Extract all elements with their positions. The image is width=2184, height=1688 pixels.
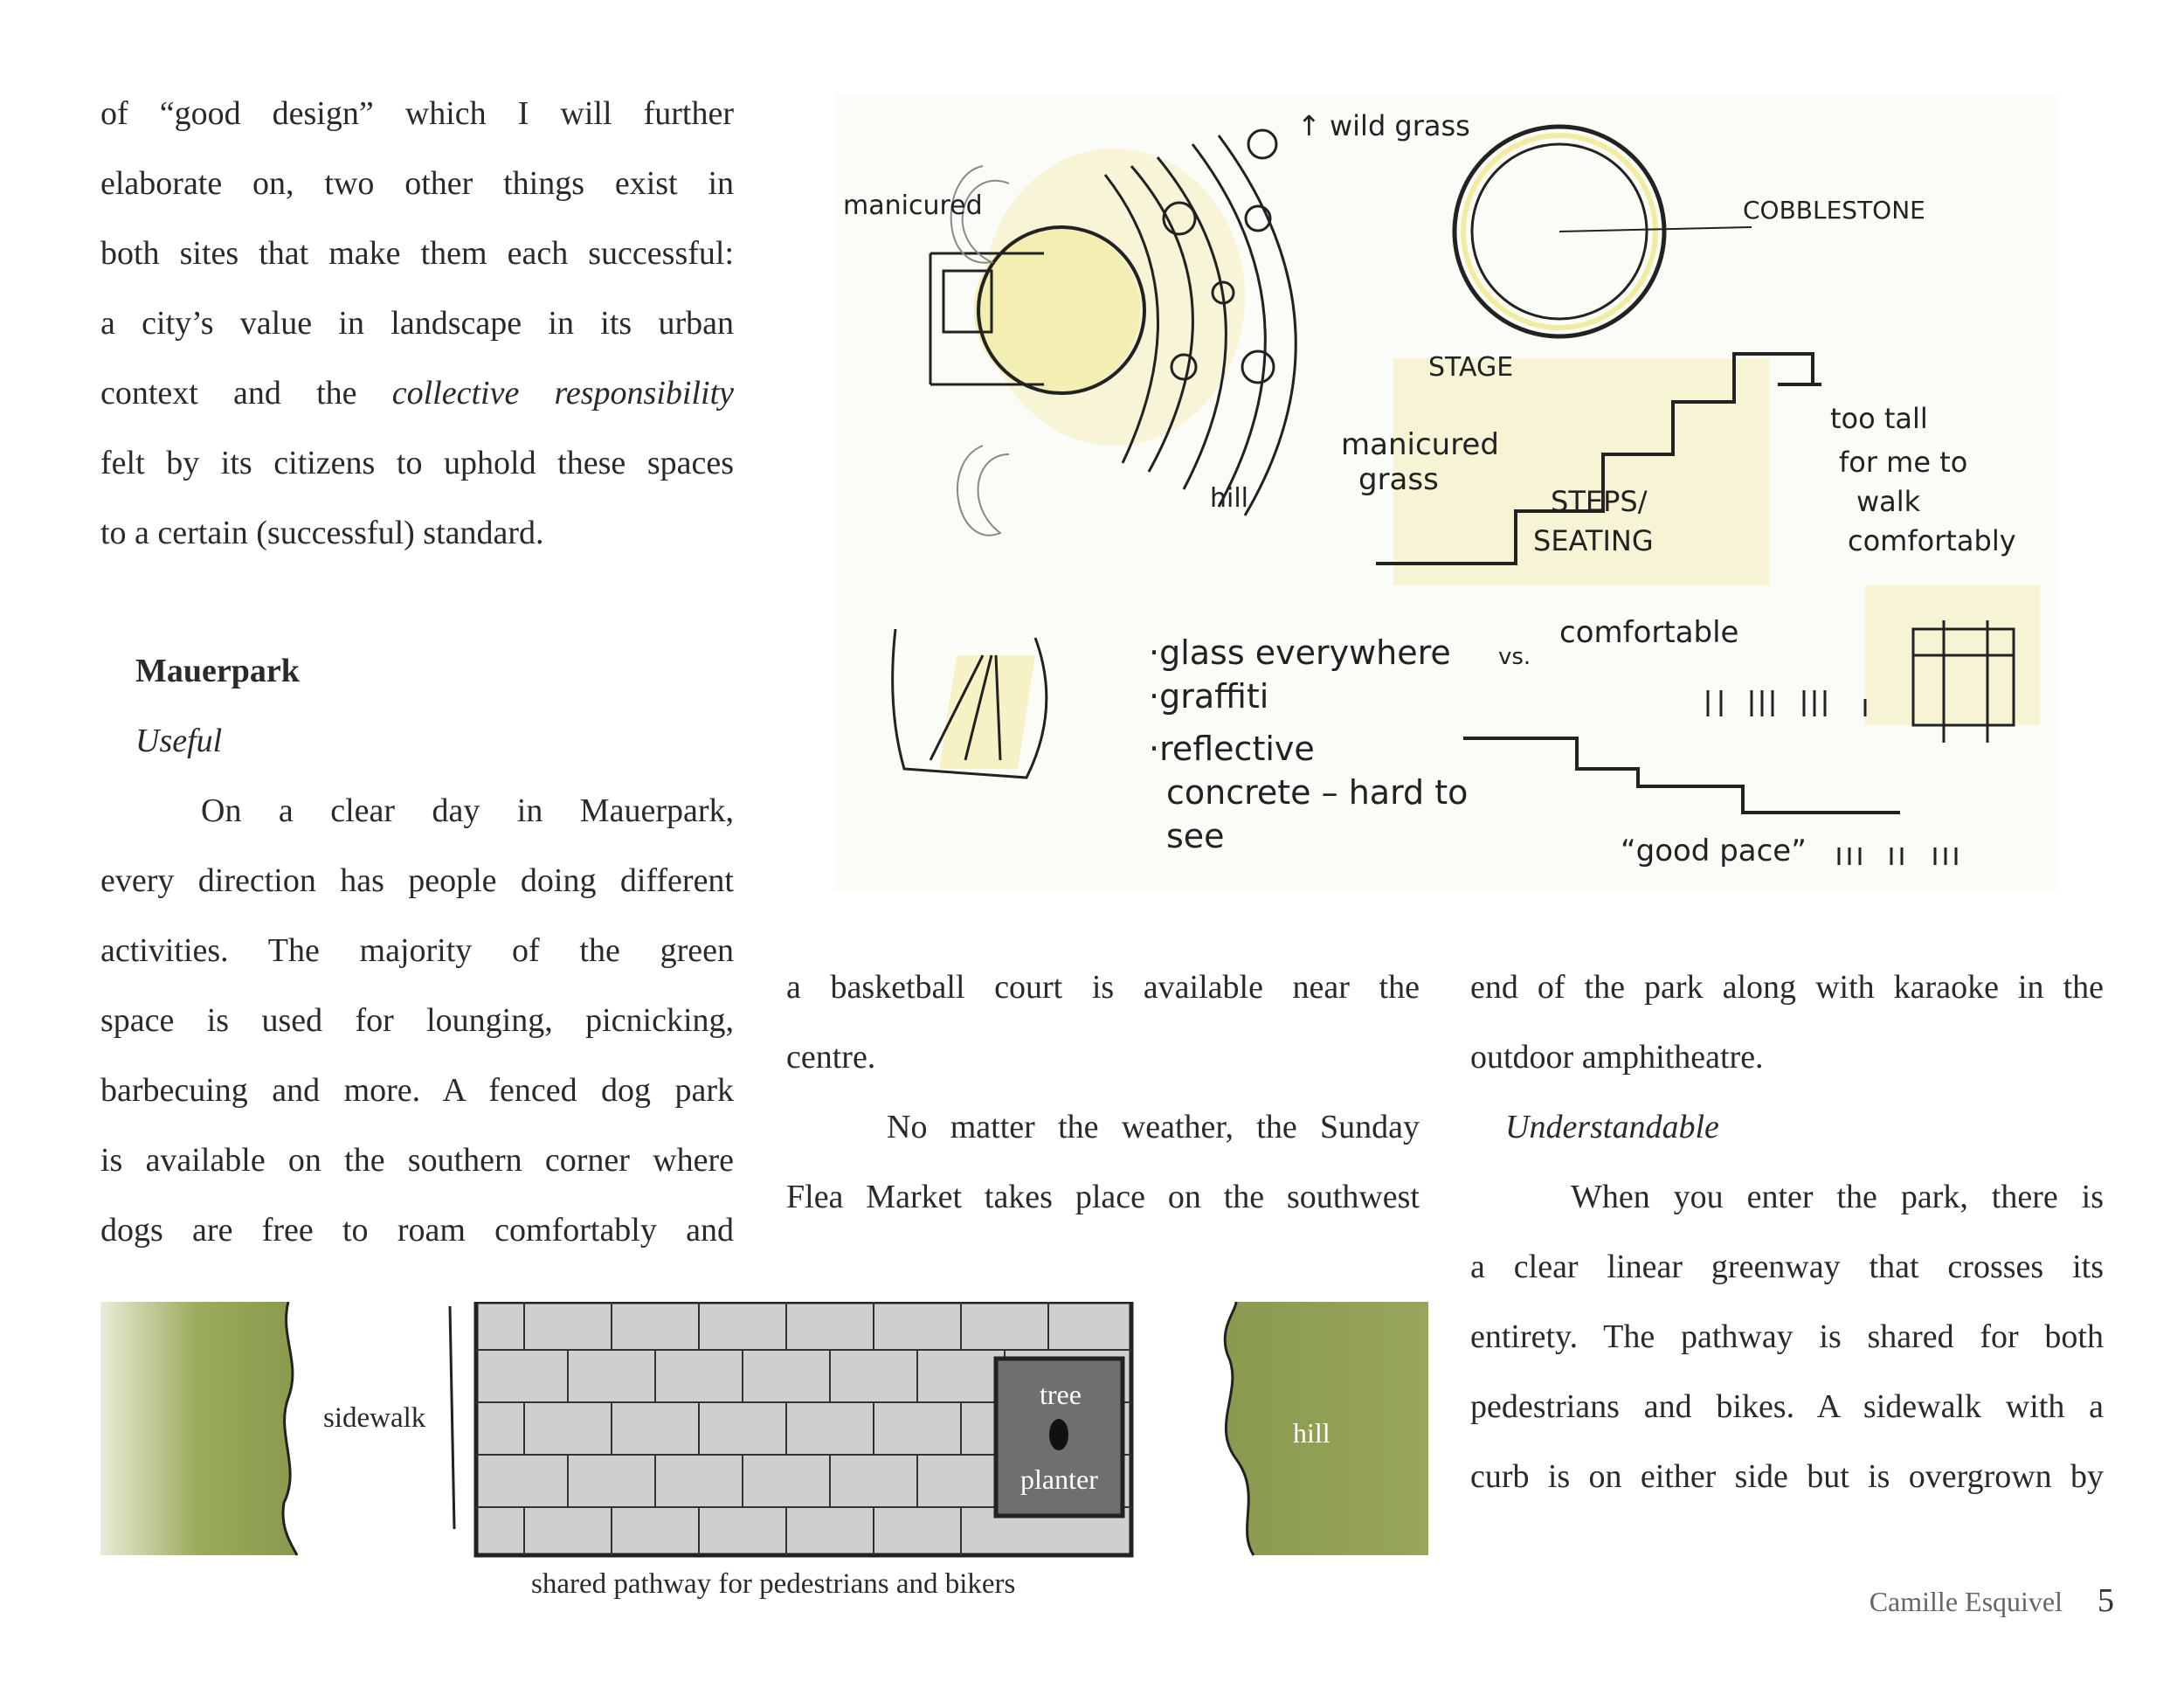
planter-label: planter <box>1020 1463 1098 1495</box>
sketch-label: SEATING <box>1533 524 1654 557</box>
text-line: a basketball court is available near the <box>786 969 1420 1006</box>
sketch-label: ·glass everywhere <box>1149 633 1451 672</box>
text-line: centre. <box>786 1039 876 1076</box>
sketch-label: concrete – hard to <box>1166 773 1469 812</box>
sketch-label: manicured <box>843 190 983 221</box>
text-line: Flea Market takes place on the southwest <box>786 1179 1420 1215</box>
text-line: every direction has people doing different <box>100 862 734 899</box>
sketch-label: comfortable <box>1559 615 1739 650</box>
sketch-label: ·graffiti <box>1149 677 1269 716</box>
sketch-label: manicured <box>1341 427 1499 462</box>
text-line: activities. The majority of the green <box>100 932 734 969</box>
text-line: When you enter the park, there is <box>1571 1179 2104 1215</box>
sketch-label: see <box>1166 817 1225 855</box>
sketch-label: for me to <box>1839 446 1968 479</box>
sketch-label: STEPS/ <box>1551 485 1648 518</box>
text-line: both sites that make them each successful: <box>100 235 734 272</box>
column-1-body <box>100 636 734 1265</box>
text-line: outdoor amphitheatre. <box>1470 1039 1764 1076</box>
sketch-label: STAGE <box>1428 352 1514 383</box>
sketch-label: ·reflective <box>1149 730 1315 768</box>
sketch-label: too tall <box>1830 402 1928 435</box>
emphasis-text: collective responsibility <box>391 375 734 412</box>
column-3 <box>1470 952 2104 1512</box>
page-footer <box>1870 1581 2114 1620</box>
sketch-label: hill <box>1210 483 1249 514</box>
text-line <box>100 358 734 428</box>
text-fragment: context and the <box>100 375 392 412</box>
hill-label: hill <box>1293 1417 1330 1449</box>
text-line: elaborate on, two other things exist in <box>100 165 734 202</box>
text-line: space is used for lounging, picnicking, <box>100 1002 734 1039</box>
text-line: a city’s value in landscape in its urban <box>100 305 734 342</box>
sidewalk-label: sidewalk <box>323 1402 426 1434</box>
sketch-label: comfortably <box>1848 524 2016 557</box>
text-line: is available on the southern corner where <box>100 1142 734 1179</box>
section-subheading: Useful <box>135 723 223 759</box>
text-line: On a clear day in Mauerpark, <box>201 792 734 829</box>
sketch-label: vs. <box>1498 644 1531 670</box>
text-line: felt by its citizens to uphold these spaces <box>100 445 734 481</box>
sketch-label: ↑ wild grass <box>1297 109 1470 142</box>
column-2 <box>786 952 1420 1232</box>
section-subheading: Understandable <box>1505 1109 1719 1145</box>
text-line: No matter the weather, the Sunday <box>887 1109 1420 1145</box>
sketch-label: COBBLESTONE <box>1743 196 1925 225</box>
tree-label: tree <box>1040 1379 1082 1410</box>
text-line: curb is on either side but is overgrown by <box>1470 1458 2104 1495</box>
diagram-caption: shared pathway for pedestrians and bikers <box>531 1568 1016 1600</box>
text-line: end of the park along with karaoke in the <box>1470 969 2104 1006</box>
text-line: a clear linear greenway that crosses its <box>1470 1249 2104 1285</box>
text-line: of “good design” which I will further <box>100 95 734 132</box>
author-name: Camille Esquivel <box>1869 1586 2063 1617</box>
text-line: to a certain (successful) standard. <box>100 515 544 551</box>
text-line: pedestrians and bikes. A sidewalk with a <box>1470 1388 2104 1425</box>
text-line: dogs are free to roam comfortably and <box>100 1212 734 1249</box>
sketch-label: “good pace” <box>1621 834 1807 868</box>
sketch-label: walk <box>1856 485 1921 518</box>
pathway-diagram <box>100 1302 1428 1564</box>
column-1-top <box>100 79 734 568</box>
sketch-label: grass <box>1358 462 1439 497</box>
text-line: barbecuing and more. A fenced dog park <box>100 1072 734 1109</box>
site-sketch <box>834 96 2057 891</box>
page-number: 5 <box>2098 1582 2114 1619</box>
section-heading: Mauerpark <box>135 653 300 689</box>
text-line: entirety. The pathway is shared for both <box>1470 1318 2104 1355</box>
